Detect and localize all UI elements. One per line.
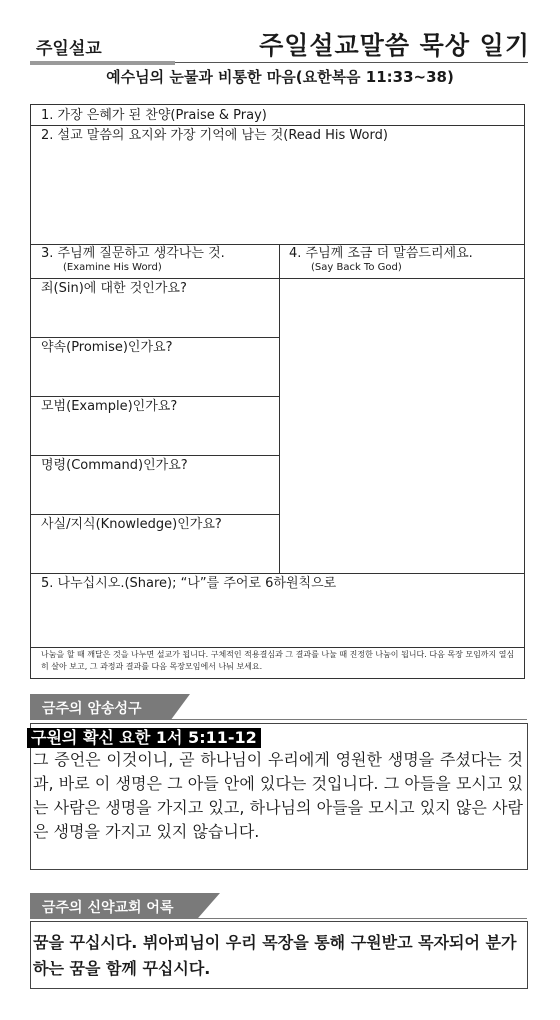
share-label: 5. 나누십시오.(Share); “나”를 주어로 6하원칙으로 (41, 576, 337, 591)
examine-sublabel: (Examine His Word) (63, 262, 162, 273)
word-row[interactable] (31, 125, 524, 244)
sermon-subtitle: 예수님의 눈물과 비통한 마음(요한복음 11:33~38) (106, 68, 454, 86)
banner-rule (30, 719, 527, 720)
sayback-sublabel: (Say Back To God) (311, 262, 402, 273)
question-label: 명령(Command)인가요? (41, 458, 188, 473)
praise-label: 1. 가장 은혜가 된 찬양(Praise & Pray) (41, 108, 267, 123)
page-title: 주일설교말씀 묵상 일기 (259, 31, 530, 60)
church-quote-box (30, 921, 528, 989)
church-quote-banner (30, 893, 528, 919)
question-knowledge[interactable] (31, 514, 279, 573)
memory-verse-heading: 금주의 암송성구 (42, 701, 142, 717)
examine-label: 3. 주님께 질문하고 생각나는 것. (41, 246, 225, 261)
praise-row[interactable] (31, 105, 524, 125)
verse-text: 그 증언은 이것이니, 곧 하나님이 우리에게 영원한 생명을 주셨다는 것과, 바로 이 생명은 그 아들 안에 있다는 것입니다. 그 아들을 모시고 있는 사람은 생명을 가지고 있고, 하나님의 아들을 모시고 있지 않은 사람은 생명을 가지고 있지 않습니다. (33, 750, 523, 841)
church-quote-heading: 금주의 신약교회 어록 (42, 900, 174, 916)
header-label: 주일설교 (36, 39, 102, 59)
question-example[interactable] (31, 396, 279, 455)
memory-verse-banner (30, 694, 528, 720)
share-row[interactable] (31, 573, 524, 647)
word-label: 2. 설교 말씀의 요지와 가장 기억에 남는 것(Read His Word) (41, 128, 388, 143)
question-label: 약속(Promise)인가요? (41, 340, 173, 355)
sayback-answer-area[interactable] (280, 278, 524, 573)
sayback-header (279, 244, 524, 278)
question-promise[interactable] (31, 337, 279, 396)
question-command[interactable] (31, 455, 279, 514)
banner-rule (30, 918, 527, 919)
header-label-underline (30, 61, 175, 65)
church-quote-text: 꿈을 꾸십시다. 뷔아피님이 우리 목장을 통해 구원받고 목자되어 분가하는 꿈을 함께 꾸십시다. (33, 933, 517, 978)
meditation-form (30, 104, 525, 679)
memory-verse-box (30, 723, 528, 870)
question-label: 사실/지식(Knowledge)인가요? (41, 517, 222, 532)
verse-reference: 구원의 확신 요한 1서 5:11-12 (27, 728, 261, 748)
question-label: 모범(Example)인가요? (41, 399, 178, 414)
question-label: 죄(Sin)에 대한 것인가요? (41, 281, 187, 296)
sayback-label: 4. 주님께 조금 더 말씀드리세요. (289, 246, 473, 261)
sharing-note: 나눔을 할 때 깨달은 것을 나누면 설교가 됩니다. 구체적인 적용결심과 그 결과를 나눌 때 진정한 나눔이 됩니다. 다음 목장 모임까지 열심히 살아 보고, 그 과정과 결과를 다음 목장모임에서 나눠 보세요. (41, 650, 515, 671)
examine-header (31, 244, 279, 278)
question-sin[interactable] (31, 278, 279, 337)
